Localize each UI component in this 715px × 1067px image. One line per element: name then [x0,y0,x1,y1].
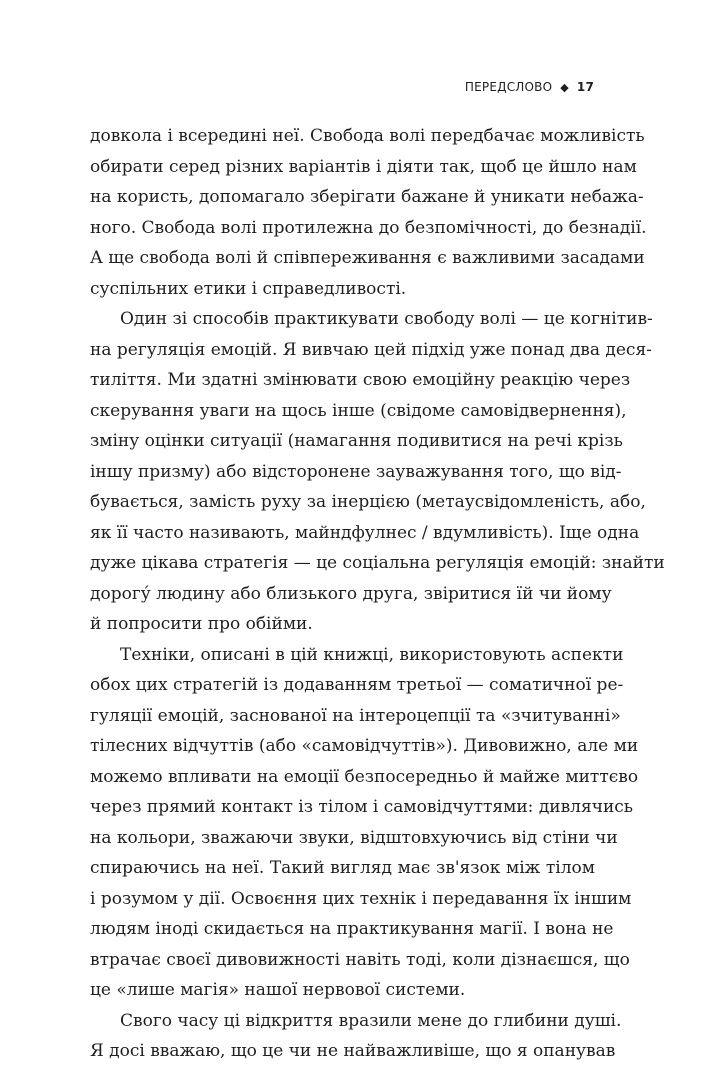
body-line: Свого часу ці відкриття вразили мене до глибини душі. [120,1010,622,1031]
running-header [465,80,594,94]
body-line: тиліття. Ми здатні змінювати свою емоційну реакцію через [90,370,631,390]
page-body [90,121,665,1067]
body-line: можемо впливати на емоції безпосередньо й майже миттєво [90,766,639,787]
diamond-icon: ◆ [560,81,569,94]
body-line: на регуляція емоцій. Я вивчаю цей підхід уже понад два деся- [90,339,652,360]
body-line: спираючись на неї. Такий вигляд має зв'язок між тілом [90,858,595,878]
body-line: зміну оцінки ситуації (намагання подивитися на речі крізь [90,431,623,451]
body-line: обирати серед різних варіантів і діяти так, щоб це йшло нам [90,156,637,177]
body-line: втрачає своєї дивовижності навіть тоді, коли дізнаєшся, що [90,949,630,970]
body-line: людям іноді скидається на практикування магії. І вона не [90,919,614,939]
body-line: через прямий контакт із тілом і самовідчуттями: дивлячись [90,797,634,817]
body-line: А ще свобода волі й співпереживання є важливими засадами [90,248,645,268]
body-line: довкола і всередині неї. Свобода волі передбачає можливість [90,126,645,146]
body-line: й попросити про обійми. [90,614,313,634]
body-line: на користь, допомагало зберігати бажане й уникати небажа- [90,187,644,207]
body-line: ного. Свобода волі протилежна до безпомічності, до безнадії. [90,217,647,238]
body-line: суспільних етики і справедливості. [90,278,407,299]
body-line: дуже цікава стратегія — це соціальна регуляція емоцій: знайти [90,553,665,573]
body-line: іншу призму) або відсторонене зауважування того, що від- [90,461,622,482]
body-line: на кольори, зважаючи звуки, відштовхуючись від стіни чи [90,827,618,848]
body-line: обох цих стратегій із додаванням третьої — соматичної ре- [90,675,624,695]
body-line: дорогу́ людину або близького друга, звіритися їй чи йому [90,583,612,604]
body-line: Один зі способів практикувати свободу волі — це когнітив- [120,309,653,329]
body-line: бувається, замість руху за інерцією (метаусвідомленість, або, [90,492,646,512]
body-line: Я досі вважаю, що це чи не найважливіше, що я опанував [90,1041,616,1061]
page-number: 17 [576,80,594,94]
section-title: ПЕРЕДСЛОВО [464,80,553,94]
body-line: Техніки, описані в цій книжці, використовують аспекти [120,644,624,665]
body-line: це «лише магія» нашої нервової системи. [90,980,466,1000]
body-line: як її часто називають, майндфулнес / вдумливість). Іще одна [90,522,640,543]
body-line: скерування уваги на щось інше (свідоме самовідвернення), [90,400,627,421]
body-line: і розумом у дії. Освоєння цих технік і передавання їх іншим [90,888,632,909]
body-line: тілесних відчуттів (або «самовідчуттів»). Дивовижно, але ми [90,736,639,756]
body-line: гуляції емоцій, заснованої на інтероцепції та «зчитуванні» [90,705,621,726]
